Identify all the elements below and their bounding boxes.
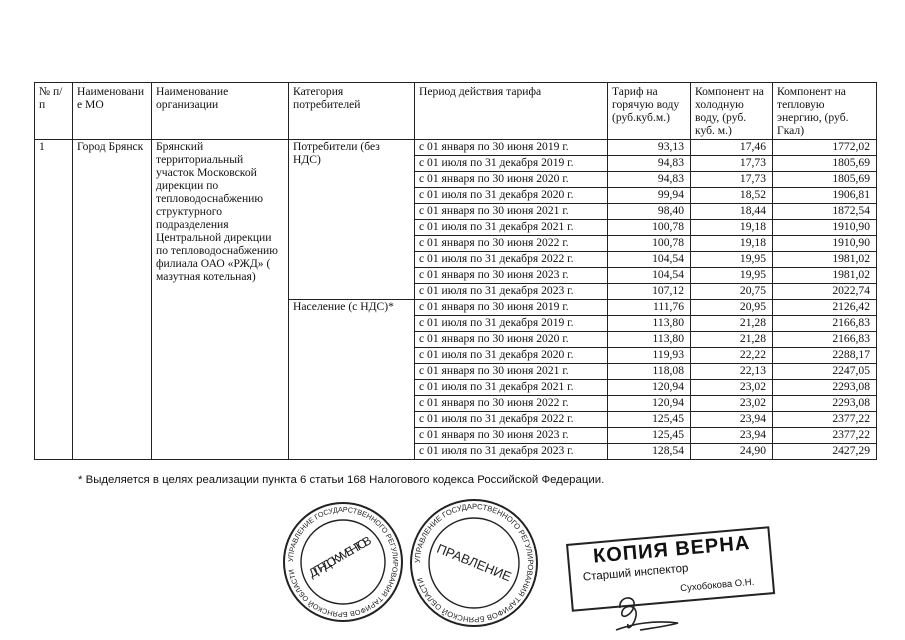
heat-energy-component: 2377,22: [773, 412, 877, 428]
hot-water-tariff: 119,93: [608, 348, 691, 364]
heat-energy-component: 1981,02: [773, 268, 877, 284]
tariff-period: с 01 июля по 31 декабря 2022 г.: [415, 252, 608, 268]
cold-water-component: 23,94: [691, 428, 773, 444]
header-cold-water: Компонент на холодную воду, (руб. куб. м.): [691, 83, 773, 140]
tariff-period: с 01 января по 30 июня 2019 г.: [415, 140, 608, 156]
tariff-period: с 01 июля по 31 декабря 2019 г.: [415, 316, 608, 332]
cold-water-component: 18,52: [691, 188, 773, 204]
heat-energy-component: 2166,83: [773, 316, 877, 332]
handwritten-signature: [598, 590, 698, 635]
cold-water-component: 17,73: [691, 172, 773, 188]
copy-stamp-name: Сухобокова О.Н.: [679, 576, 755, 595]
hot-water-tariff: 113,80: [608, 332, 691, 348]
tariff-period: с 01 января по 30 июня 2023 г.: [415, 428, 608, 444]
cold-water-component: 22,13: [691, 364, 773, 380]
heat-energy-component: 2427,29: [773, 444, 877, 460]
tariff-period: с 01 июля по 31 декабря 2023 г.: [415, 444, 608, 460]
hot-water-tariff: 125,45: [608, 412, 691, 428]
cold-water-component: 23,02: [691, 380, 773, 396]
heat-energy-component: 2166,83: [773, 332, 877, 348]
heat-energy-component: 1910,90: [773, 220, 877, 236]
row-number: 1: [35, 140, 73, 460]
consumer-category: Население (с НДС)*: [289, 300, 415, 460]
header-num: № п/п: [35, 83, 73, 140]
heat-energy-component: 2247,05: [773, 364, 877, 380]
cold-water-component: 19,18: [691, 236, 773, 252]
heat-energy-component: 1772,02: [773, 140, 877, 156]
heat-energy-component: 1805,69: [773, 156, 877, 172]
hot-water-tariff: 94,83: [608, 172, 691, 188]
hot-water-tariff: 111,76: [608, 300, 691, 316]
header-mo: Наименовани е МО: [73, 83, 152, 140]
cold-water-component: 23,94: [691, 412, 773, 428]
heat-energy-component: 1981,02: [773, 252, 877, 268]
heat-energy-component: 1872,54: [773, 204, 877, 220]
tariff-period: с 01 января по 30 июня 2019 г.: [415, 300, 608, 316]
hot-water-tariff: 120,94: [608, 380, 691, 396]
cold-water-component: 20,95: [691, 300, 773, 316]
tariff-period: с 01 января по 30 июня 2023 г.: [415, 268, 608, 284]
round-stamp-board: [408, 497, 540, 629]
hot-water-tariff: 125,45: [608, 428, 691, 444]
tariff-period: с 01 января по 30 июня 2021 г.: [415, 364, 608, 380]
tariff-period: с 01 января по 30 июня 2020 г.: [415, 332, 608, 348]
header-category: Категория потребителей: [289, 83, 415, 140]
hot-water-tariff: 100,78: [608, 236, 691, 252]
round-stamp-documents: [281, 500, 405, 624]
cold-water-component: 19,18: [691, 220, 773, 236]
header-period: Период действия тарифа: [415, 83, 608, 140]
heat-energy-component: 2293,08: [773, 380, 877, 396]
hot-water-tariff: 98,40: [608, 204, 691, 220]
header-org: Наименование организации: [152, 83, 289, 140]
consumer-category: Потребители (без НДС): [289, 140, 415, 300]
table-row: [35, 140, 877, 156]
hot-water-tariff: 113,80: [608, 316, 691, 332]
tariff-period: с 01 января по 30 июня 2020 г.: [415, 172, 608, 188]
heat-energy-component: 1910,90: [773, 236, 877, 252]
tariff-period: с 01 января по 30 июня 2021 г.: [415, 204, 608, 220]
cold-water-component: 20,75: [691, 284, 773, 300]
tariff-period: с 01 января по 30 июня 2022 г.: [415, 236, 608, 252]
hot-water-tariff: 118,08: [608, 364, 691, 380]
table-header-row: [35, 83, 877, 140]
tariff-period: с 01 июля по 31 декабря 2020 г.: [415, 348, 608, 364]
heat-energy-component: 2126,42: [773, 300, 877, 316]
cold-water-component: 17,46: [691, 140, 773, 156]
tariff-period: с 01 июля по 31 декабря 2022 г.: [415, 412, 608, 428]
hot-water-tariff: 120,94: [608, 396, 691, 412]
copy-stamp-role: Старший инспектор: [582, 562, 689, 584]
cold-water-component: 24,90: [691, 444, 773, 460]
cold-water-component: 18,44: [691, 204, 773, 220]
tariff-period: с 01 января по 30 июня 2022 г.: [415, 396, 608, 412]
hot-water-tariff: 100,78: [608, 220, 691, 236]
header-hot-water: Тариф на горячую воду (руб.куб.м.): [608, 83, 691, 140]
cold-water-component: 19,95: [691, 268, 773, 284]
tariff-table: [34, 82, 877, 460]
stamp2-center-text: ПРАВЛЕНИЕ: [434, 540, 514, 585]
cold-water-component: 23,02: [691, 396, 773, 412]
tariff-period: с 01 июля по 31 декабря 2019 г.: [415, 156, 608, 172]
municipality-name: Город Брянск: [73, 140, 152, 460]
heat-energy-component: 1805,69: [773, 172, 877, 188]
heat-energy-component: 2377,22: [773, 428, 877, 444]
stamp2-ring-text: УПРАВЛЕНИЕ ГОСУДАРСТВЕННОГО РЕГУЛИРОВАНИЯ ТАРИФОВ БРЯНСКОЙ ОБЛАСТИ: [412, 501, 536, 625]
hot-water-tariff: 104,54: [608, 268, 691, 284]
heat-energy-component: 2022,74: [773, 284, 877, 300]
organization-name: Брянский территориальный участок Московской дирекции по тепловодоснабжению структурного подразделения Центральной дирекции по тепловодоснабжению филиала ОАО «РЖД» ( мазутная котельная): [152, 140, 289, 460]
copy-stamp-title: КОПИЯ ВЕРНА: [592, 531, 752, 568]
heat-energy-component: 1906,81: [773, 188, 877, 204]
hot-water-tariff: 99,94: [608, 188, 691, 204]
cold-water-component: 19,95: [691, 252, 773, 268]
cold-water-component: 21,28: [691, 332, 773, 348]
heat-energy-component: 2288,17: [773, 348, 877, 364]
table-body: [35, 140, 877, 460]
tariff-period: с 01 июля по 31 декабря 2021 г.: [415, 380, 608, 396]
stamp1-ring-text: УПРАВЛЕНИЕ ГОСУДАРСТВЕННОГО РЕГУЛИРОВАНИЯ ТАРИФОВ БРЯНСКОЙ ОБЛАСТИ: [285, 504, 401, 620]
cold-water-component: 17,73: [691, 156, 773, 172]
tariff-period: с 01 июля по 31 декабря 2021 г.: [415, 220, 608, 236]
header-heat: Компонент на тепловую энергию, (руб. Гкал): [773, 83, 877, 140]
cold-water-component: 21,28: [691, 316, 773, 332]
stamp1-center-text: ДЛЯ ДОКУМЕНТОВ: [306, 533, 374, 581]
tariff-period: с 01 июля по 31 декабря 2020 г.: [415, 188, 608, 204]
hot-water-tariff: 94,83: [608, 156, 691, 172]
tariff-period: с 01 июля по 31 декабря 2023 г.: [415, 284, 608, 300]
heat-energy-component: 2293,08: [773, 396, 877, 412]
hot-water-tariff: 104,54: [608, 252, 691, 268]
hot-water-tariff: 93,13: [608, 140, 691, 156]
hot-water-tariff: 107,12: [608, 284, 691, 300]
cold-water-component: 22,22: [691, 348, 773, 364]
footnote: * Выделяется в целях реализации пункта 6 статьи 168 Налогового кодекса Российской Федерации.: [78, 474, 605, 486]
hot-water-tariff: 128,54: [608, 444, 691, 460]
